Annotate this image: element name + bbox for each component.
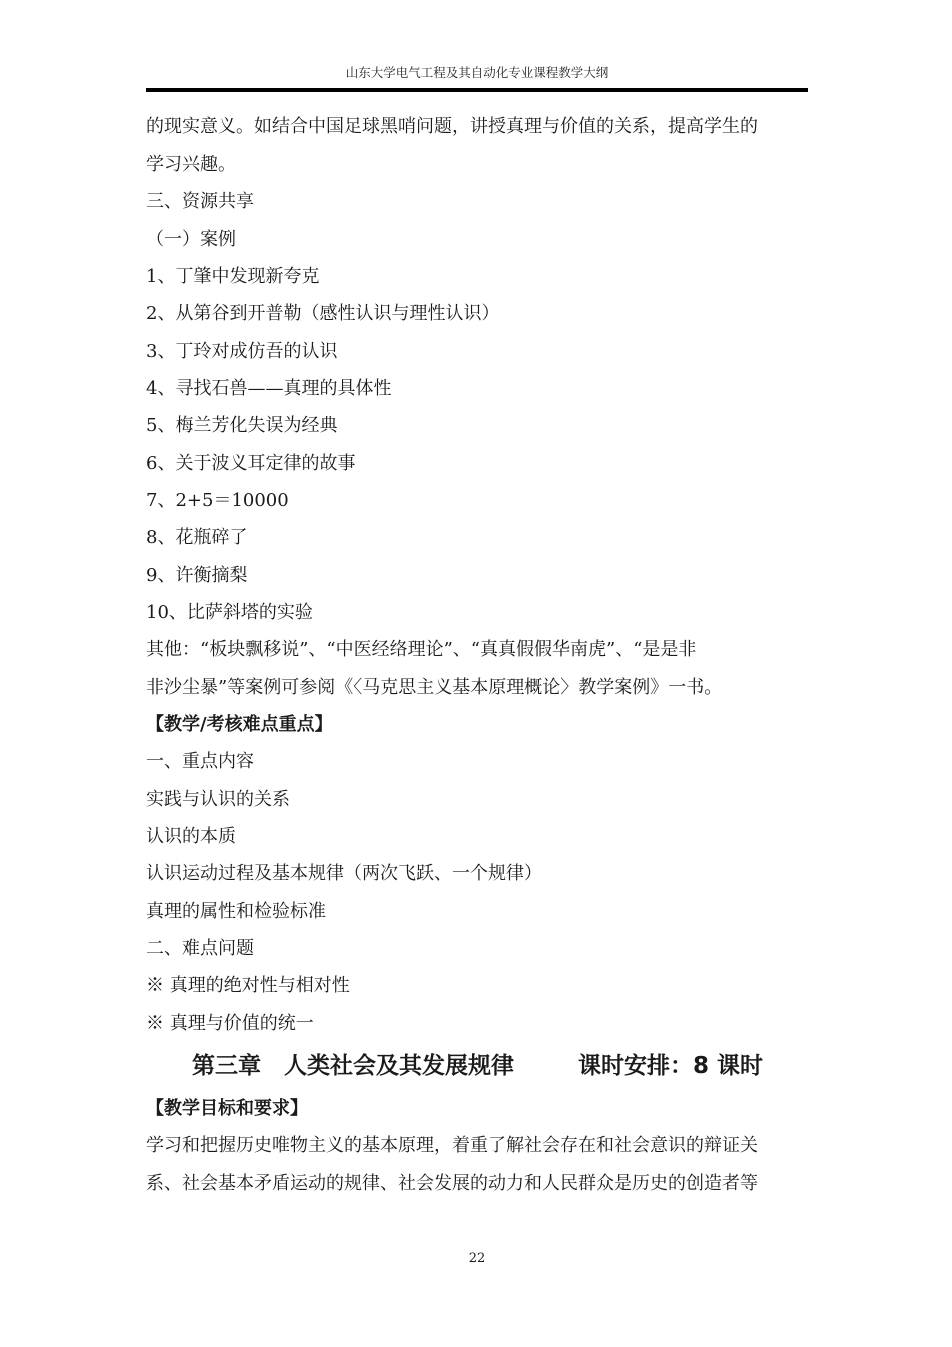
list-item: 8、花瓶碎了 bbox=[146, 527, 248, 548]
paragraph-line: 学习兴趣。 bbox=[146, 154, 236, 175]
section-heading: 三、资源共享 bbox=[146, 191, 254, 212]
paragraph-line: 非沙尘暴”等案例可参阅《〈马克思主义基本原理概论〉教学案例》一书。 bbox=[146, 677, 723, 698]
header-rule bbox=[146, 88, 808, 92]
chapter-heading bbox=[146, 1046, 808, 1086]
list-item: ※ 真理的绝对性与相对性 bbox=[146, 975, 350, 996]
list-item: 3、丁玲对成仿吾的认识 bbox=[146, 341, 338, 362]
paragraph-line: 学习和把握历史唯物主义的基本原理，着重了解社会存在和社会意识的辩证关 bbox=[146, 1135, 758, 1156]
list-item: 认识的本质 bbox=[146, 826, 236, 847]
list-item: 10、比萨斜塔的实验 bbox=[146, 602, 313, 623]
page-number: 22 bbox=[468, 1251, 486, 1266]
list-item: 实践与认识的关系 bbox=[146, 789, 290, 810]
section-heading: 二、难点问题 bbox=[146, 938, 254, 959]
chapter-hours: 课时安排：8 课时 bbox=[578, 1053, 764, 1079]
list-item: 4、寻找石兽——真理的具体性 bbox=[146, 378, 392, 399]
list-item: 5、梅兰芳化失误为经典 bbox=[146, 415, 338, 436]
subsection-heading: （一）案例 bbox=[146, 229, 236, 250]
page-header: 山东大学电气工程及其自动化专业课程教学大纲 bbox=[345, 65, 609, 80]
list-item: 7、2+5＝10000 bbox=[146, 490, 289, 511]
list-item: 2、从第谷到开普勒（感性认识与理性认识） bbox=[146, 303, 500, 324]
bold-heading: 【教学目标和要求】 bbox=[146, 1098, 308, 1119]
bold-heading: 【教学/考核难点重点】 bbox=[146, 714, 333, 735]
list-item: ※ 真理与价值的统一 bbox=[146, 1013, 314, 1034]
list-item: 1、丁肇中发现新夸克 bbox=[146, 266, 320, 287]
section-heading: 一、重点内容 bbox=[146, 751, 254, 772]
list-item: 9、许衡摘梨 bbox=[146, 565, 248, 586]
paragraph-line: 其他：“板块飘移说”、“中医经络理论”、“真真假假华南虎”、“是是非 bbox=[146, 639, 697, 660]
list-item: 真理的属性和检验标准 bbox=[146, 901, 326, 922]
list-item: 认识运动过程及基本规律（两次飞跃、一个规律） bbox=[146, 863, 542, 884]
paragraph-line: 系、社会基本矛盾运动的规律、社会发展的动力和人民群众是历史的创造者等 bbox=[146, 1173, 758, 1194]
chapter-title: 第三章 人类社会及其发展规律 bbox=[192, 1053, 514, 1079]
paragraph-line: 的现实意义。如结合中国足球黑哨问题，讲授真理与价值的关系，提高学生的 bbox=[146, 116, 758, 137]
list-item: 6、关于波义耳定律的故事 bbox=[146, 453, 356, 474]
